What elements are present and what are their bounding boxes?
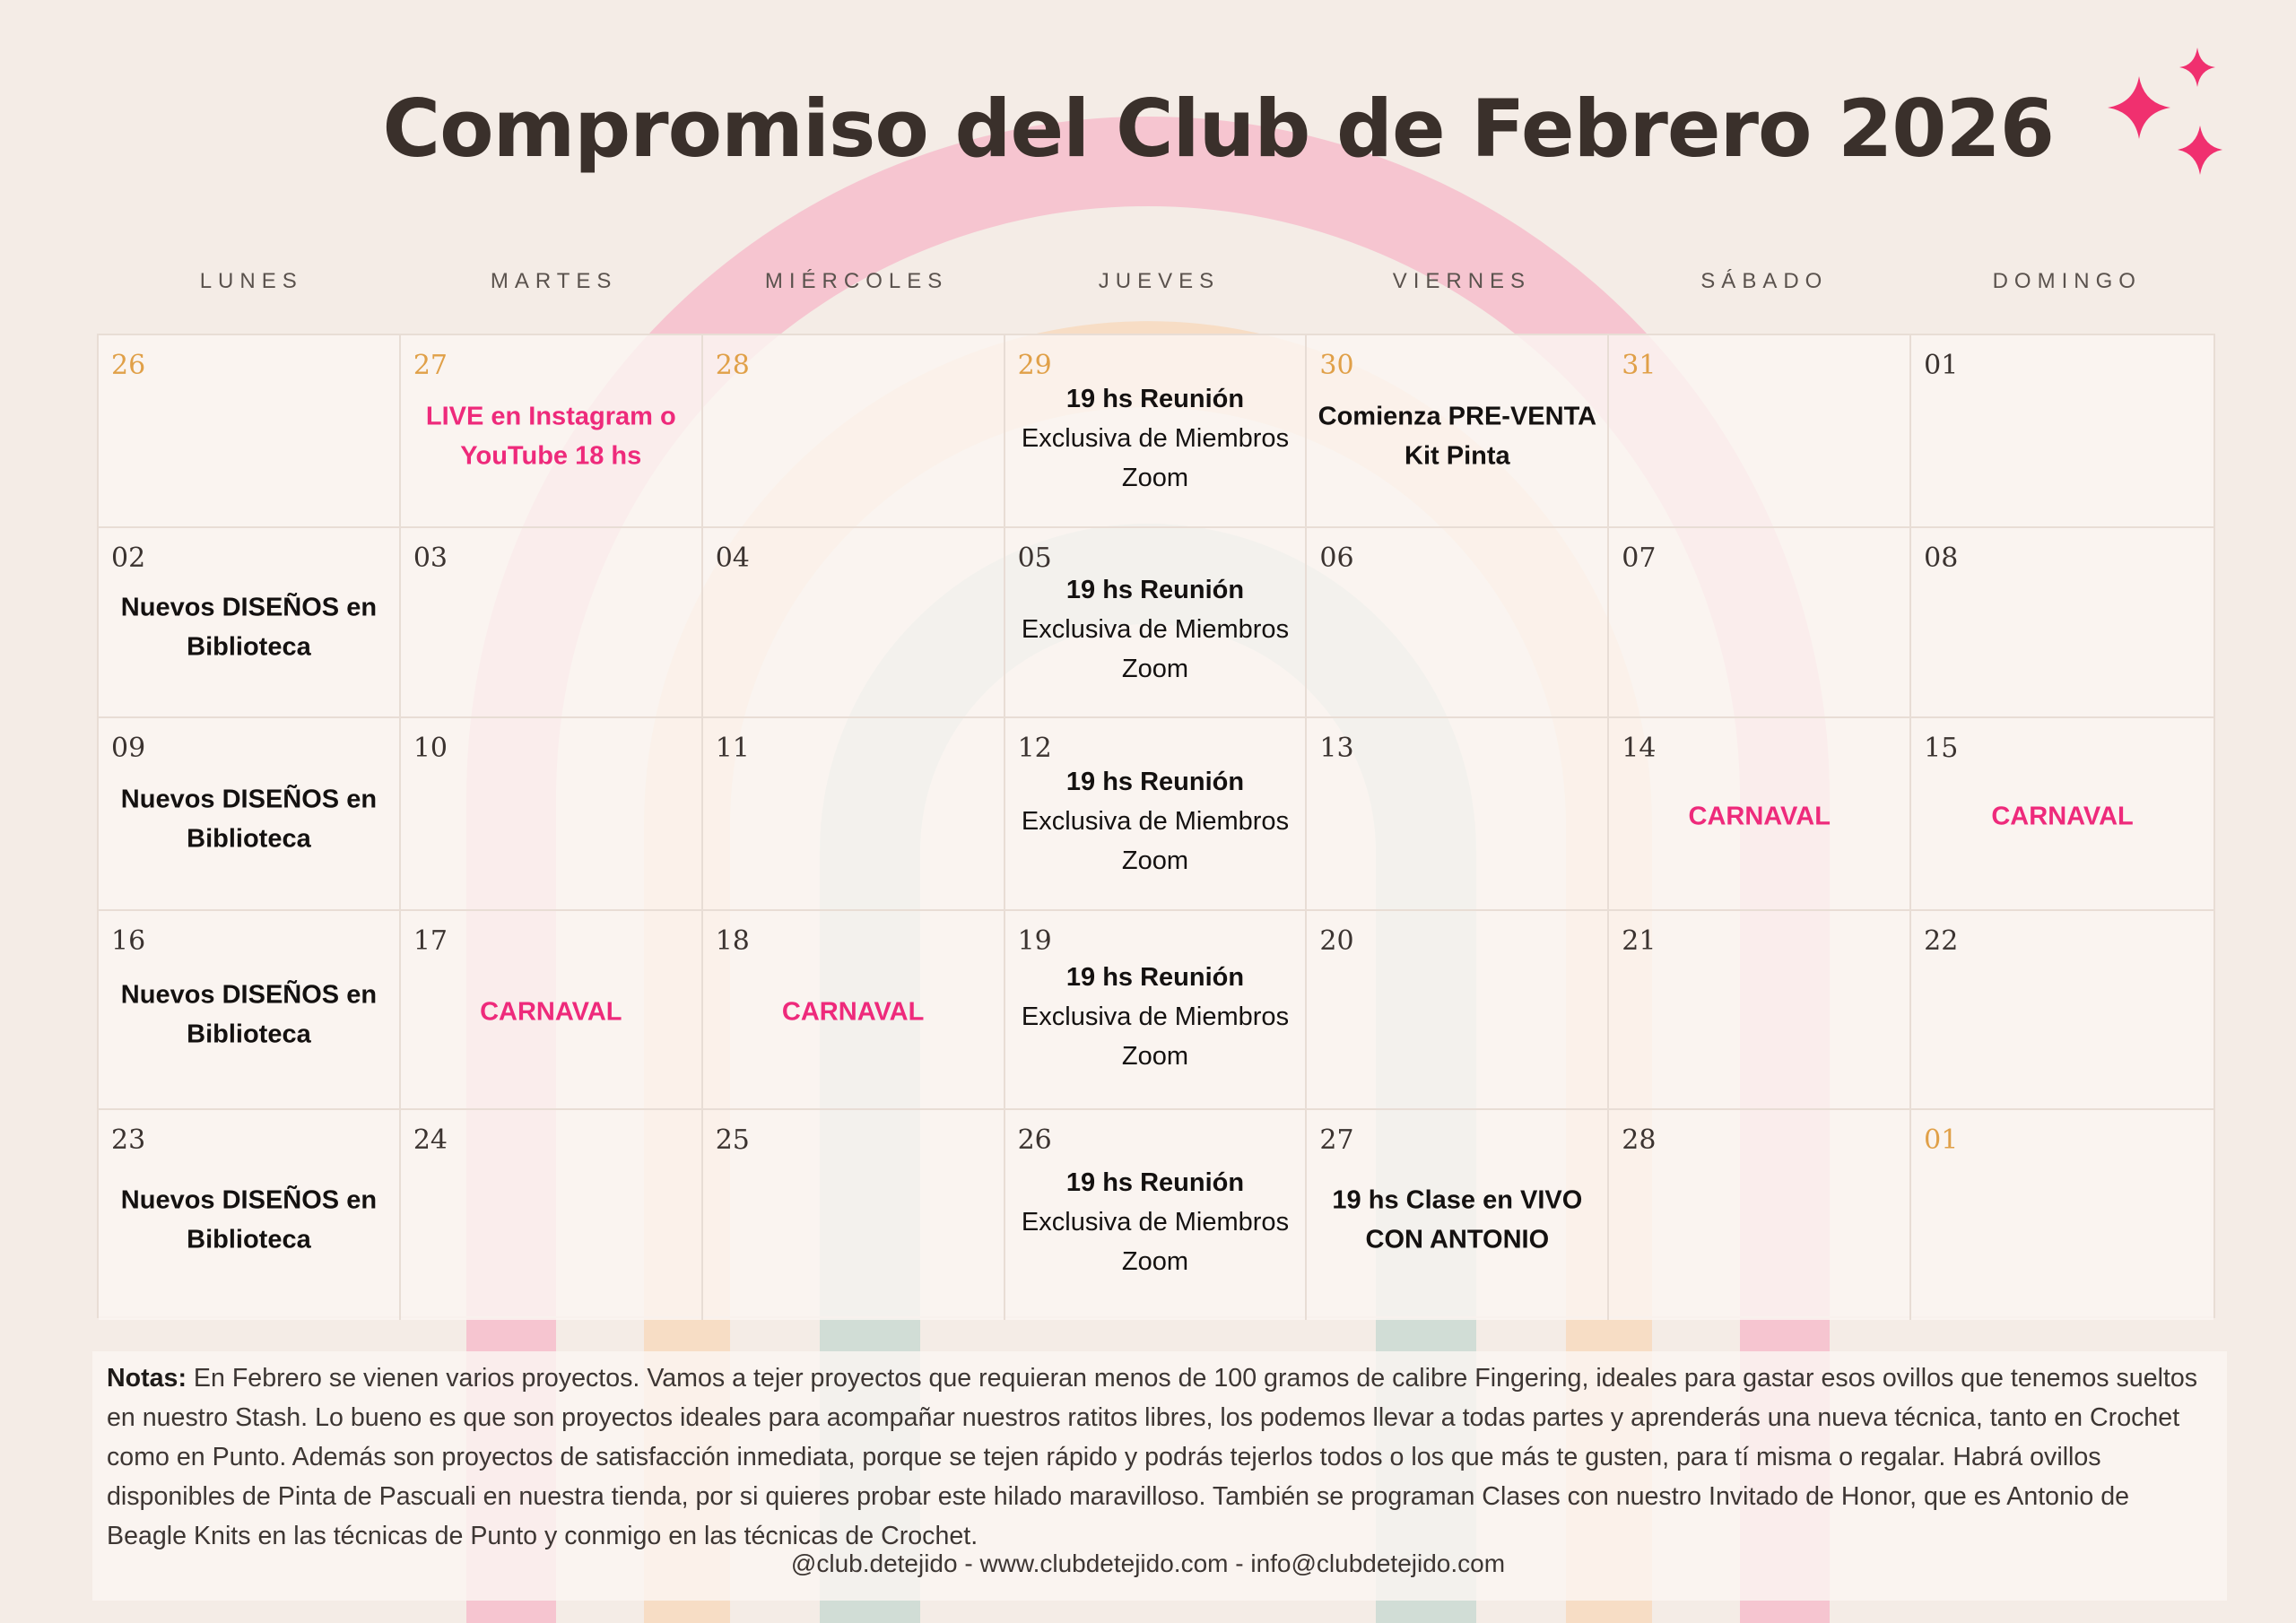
page-title: Compromiso del Club de Febrero 2026 [382,82,2054,175]
day-number: 07 [1622,542,1657,574]
day-number: 09 [111,733,146,764]
calendar-day-cell [1005,1110,1308,1320]
day-number: 04 [715,542,750,574]
event-description: Exclusiva de Miembros Zoom [1021,614,1290,683]
event-description: Exclusiva de Miembros Zoom [1021,806,1290,875]
day-number: 01 [1924,350,1959,381]
calendar-day-cell [99,718,401,911]
day-number: 22 [1924,925,1959,957]
day-number: 16 [111,925,146,957]
calendar-day-cell [1911,528,2213,718]
notes-text: En Febrero se vienen varios proyectos. Vamos a tejer proyectos que requieran menos de 100 gramos de calibre Fingering, ideales para gastar esos ovillos que tenemos sueltos en nuestro Stash. Lo bueno es que son proyectos ideales para acompañar nuestros ratitos libres, los podemos llevar a todas partes y aprenderás una nueva técnica, tanto en Crochet como en Punto. Además son proyectos de satisfacción inmediata, porque se tejen rápido y podrás tejerlos todos o los que más te gusten, para tí misma o regalar. Habrá ovillos disponibles de Pinta de Pascuali en nuestra tienda, por si quieres probar este hilado maravilloso. También se programan Clases con nuestro Invitado de Honor, que es Antonio de Beagle Knits en las técnicas de Punto y conmigo en las técnicas de Crochet. [107,1364,2198,1550]
event-text: Nuevos DISEÑOS en Biblioteca [120,593,378,662]
calendar-day-cell [1307,335,1609,528]
event-time: 19 hs Reunión [1065,1167,1245,1197]
weekday-label: LUNES [199,269,303,293]
day-number: 26 [1017,1124,1052,1156]
calendar-day-cell [1307,1110,1609,1320]
event-text: CARNAVAL [1991,802,2134,831]
contact-footer: @club.detejido - www.clubdetejido.com - info@clubdetejido.com [790,1549,1506,1577]
day-number: 30 [1319,350,1354,381]
day-number: 25 [715,1124,750,1156]
calendar-day-cell [1911,1110,2213,1320]
event-time: 19 hs Reunión [1065,962,1245,992]
calendar-day-cell [1307,911,1609,1110]
event-text: CARNAVAL [781,997,925,1027]
weekday-label: MIÉRCOLES [764,269,949,293]
event-text: Nuevos DISEÑOS en Biblioteca [120,784,378,853]
calendar-day-cell [1005,528,1308,718]
day-number: 11 [715,733,750,764]
weekday-label: SÁBADO [1700,269,1829,293]
calendar-day-cell [1609,718,1911,911]
calendar-day-cell [1609,528,1911,718]
day-number: 20 [1319,925,1354,957]
event-time: 19 hs Reunión [1065,384,1245,413]
event-text [1005,1163,1306,1281]
day-number: 28 [715,350,750,381]
calendar-day-cell [401,718,703,911]
weekday-label: VIERNES [1392,269,1532,293]
calendar-day-cell [1609,335,1911,528]
event-text [1005,761,1306,880]
event-text: Comienza PRE-VENTA Kit Pinta [1318,401,1597,470]
sparkles-icon [2099,40,2233,193]
day-number: 27 [413,350,448,381]
event-time: 19 hs Reunión [1065,767,1245,796]
notes-label: Notas: [107,1364,187,1393]
event-description: Exclusiva de Miembros Zoom [1021,423,1290,492]
calendar-day-cell [401,911,703,1110]
day-number: 28 [1622,1124,1657,1156]
calendar-day-cell [1911,335,2213,528]
day-number: 15 [1924,733,1959,764]
calendar-grid [97,334,2215,1318]
day-number: 17 [413,925,448,957]
calendar-day-cell [703,1110,1005,1320]
calendar-day-cell [1005,335,1308,528]
calendar-day-cell [401,528,703,718]
event-text: Nuevos DISEÑOS en Biblioteca [120,980,378,1049]
event-description: Exclusiva de Miembros Zoom [1021,1207,1290,1276]
day-number: 12 [1017,733,1052,764]
calendar-day-cell [1609,1110,1911,1320]
event-text [1005,378,1306,497]
calendar-day-cell [99,911,401,1110]
event-text [1005,570,1306,689]
day-number: 10 [413,733,448,764]
event-text: 19 hs Clase en VIVO CON ANTONIO [1332,1185,1583,1254]
weekday-label: MARTES [490,269,618,293]
calendar-day-cell [703,718,1005,911]
day-number: 13 [1319,733,1354,764]
weekday-header-row [97,269,2215,305]
calendar-day-cell [99,335,401,528]
calendar-day-cell [99,528,401,718]
day-number: 31 [1622,350,1657,381]
day-number: 26 [111,350,146,381]
calendar-day-cell [1005,718,1308,911]
day-number: 19 [1017,925,1052,957]
event-description: Exclusiva de Miembros Zoom [1021,1002,1290,1071]
day-number: 06 [1319,542,1354,574]
calendar-day-cell [1911,911,2213,1110]
calendar-day-cell [1911,718,2213,911]
day-number: 24 [413,1124,448,1156]
calendar-day-cell [1005,911,1308,1110]
calendar-day-cell [703,911,1005,1110]
calendar-day-cell [1307,528,1609,718]
event-text: Nuevos DISEÑOS en Biblioteca [120,1185,378,1254]
calendar-day-cell [99,1110,401,1320]
day-number: 01 [1924,1124,1959,1156]
day-number: 03 [413,542,448,574]
day-number: 21 [1622,925,1657,957]
weekday-label: JUEVES [1098,269,1221,293]
weekday-label: DOMINGO [1992,269,2142,293]
event-text: CARNAVAL [1688,802,1831,831]
event-text [1005,958,1306,1076]
day-number: 02 [111,542,146,574]
calendar-day-cell [1307,718,1609,911]
day-number: 05 [1017,542,1052,574]
calendar-day-cell [703,335,1005,528]
event-text: CARNAVAL [480,997,622,1027]
day-number: 23 [111,1124,146,1156]
event-time: 19 hs Reunión [1065,575,1245,604]
day-number: 27 [1319,1124,1354,1156]
calendar-day-cell [401,335,703,528]
day-number: 29 [1017,350,1052,381]
calendar-day-cell [401,1110,703,1320]
calendar-day-cell [1609,911,1911,1110]
calendar-day-cell [703,528,1005,718]
day-number: 08 [1924,542,1959,574]
event-text: LIVE en Instagram o YouTube 18 hs [425,401,676,470]
day-number: 14 [1622,733,1657,764]
day-number: 18 [715,925,750,957]
